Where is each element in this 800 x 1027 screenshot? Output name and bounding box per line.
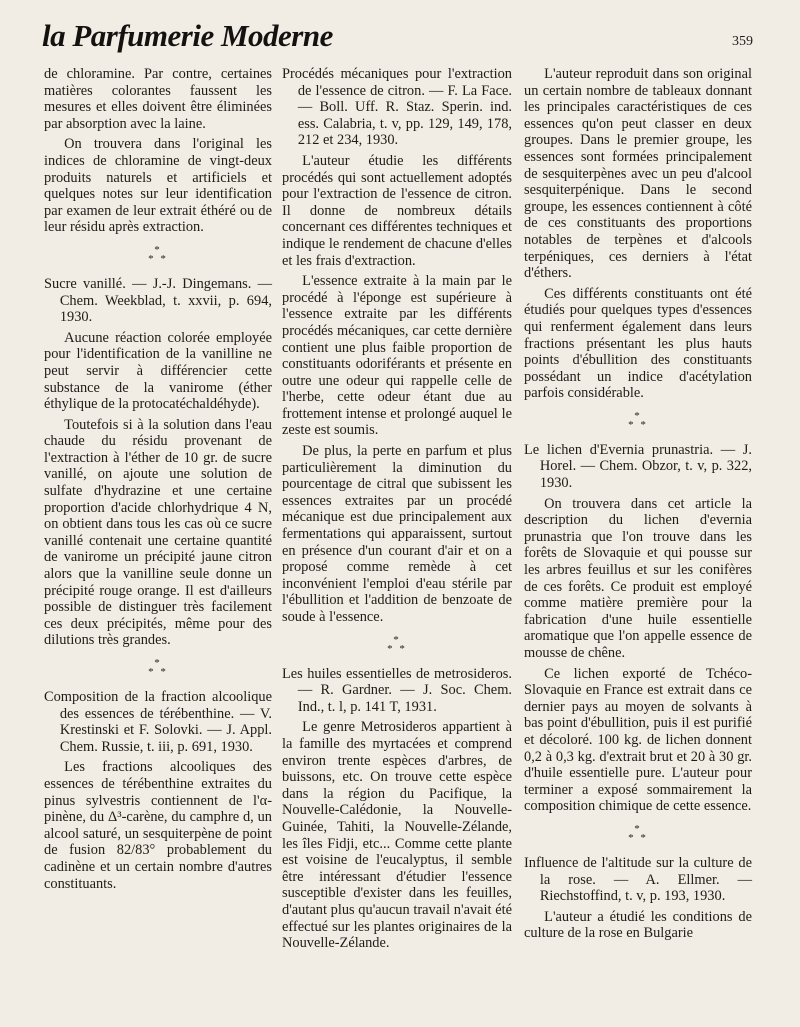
separator-stars: * *: [148, 666, 168, 678]
paragraph: Ces différents constituants ont été étudiés pour quelques types d'essences qui renferment également dans leurs fractions présentant les plus hauts points d'ébullition des constituants possédant un indice d'acétylation parfois considérable.: [524, 285, 752, 402]
article-heading: Le lichen d'Evernia prunastria. — J. Horel. — Chem. Obzor, t. v, p. 322, 1930.: [524, 441, 752, 492]
page-number: 359: [732, 34, 753, 49]
paragraph: On trouvera dans l'original les indices de chloramine de vingt-deux produits naturels et artificiels et quelques notes sur leur identification par examen de leur extrait éthéré ou de leur résidu après extraction.: [44, 136, 272, 236]
paragraph: Ce lichen exporté de Tchéco-Slovaquie en France est extrait dans ce dernier pays au moyen de solvants à bas point d'ébullition, puis il est purifié et décoloré. 100 kg. de lichen donnent 0,2 à 0,3 kg. d'extrait brut et 20 à 30 gr. d'huile essentielle pure. L'auteur pour terminer a exposé sommairement la composition chimique de cette essence.: [524, 665, 752, 815]
paragraph: Le genre Metrosideros appartient à la famille des myrtacées et comprend environ trente espèces d'arbres, de buissons, etc. On trouve cette espèce dans la région du Pacifique, la Nouvelle-Calédonie, la Nouvelle-Guinée, Tahiti, la Nouvelle-Zélande, les îles Fidji, etc... Comme cette plante est voisine de l'eucalyptus, il semble être intéressant d'étudier l'essence susceptible d'exister dans les feuilles, d'autant plus qu'aucun travail n'avait été effectué sur les plantes originaires de la Nouvelle-Zélande.: [282, 719, 512, 952]
section-separator: [524, 822, 752, 844]
paragraph: L'essence extraite à la main par le procédé à l'éponge est supérieure à l'essence extraite par les différents procédés mécaniques, car cette dernière contient une plus faible proportion de constituants odoriférants et présente en outre une odeur qui rappelle celle de l'herbe, cette odeur étant due au frottement intense et prolongé auquel le zeste est soumis.: [282, 273, 512, 439]
article-heading: Procédés mécaniques pour l'extraction de l'essence de citron. — F. La Face. — Boll. Uff. R. Staz. Sperin. ind. ess. Calabria, t. v, pp. 129, 149, 178, 212 et 234, 1930.: [282, 66, 512, 149]
column-left: [44, 66, 272, 892]
section-separator: [524, 409, 752, 431]
separator-star: *: [634, 822, 642, 835]
separator-star: *: [634, 409, 642, 422]
column-middle: [282, 66, 512, 952]
separator-stars: * *: [628, 831, 648, 844]
section-separator: [44, 659, 272, 677]
article-heading: Les huiles essentielles de metrosideros. — R. Gardner. — J. Soc. Chem. Ind., t. l, p. 141 T, 1931.: [282, 665, 512, 715]
paragraph: De plus, la perte en parfum et plus particulièrement la diminution du pourcentage de citral que subissent les essences extraites par un procédé mécanique est due principalement aux fermentations qui apparaissent, surtout en présence d'un courant d'air et on a proposé comme remède à cet inconvénient l'emploi d'eau stérile par l'ébullition et l'addition de benzoate de soude à l'essence.: [282, 443, 512, 625]
paragraph: Les fractions alcooliques des essences de térébenthine extraites du pinus sylvestris contiennent de l'α-pinène, du Δ³-carène, du camphre d, un alcool saturé, un sesquiterpène de point de fusion 82/83° probablement du cadinène et un certain nombre d'autres constituants.: [44, 759, 272, 892]
separator-stars: * *: [148, 252, 168, 265]
article-heading: Influence de l'altitude sur la culture de la rose. — A. Ellmer. — Riechstoffind, t. v, p. 193, 1930.: [524, 854, 752, 905]
paragraph: de chloramine. Par contre, certaines matières colorantes faussent les mesures et elles doivent être éliminées par absorption avec la laine.: [44, 66, 272, 132]
paragraph: L'auteur a étudié les conditions de culture de la rose en Bulgarie: [524, 908, 752, 942]
paragraph: Aucune réaction colorée employée pour l'identification de la vanilline ne peut servir à différencier cette substance de la vanirome (éther éthylique de la protocatéchaldéhyde).: [44, 329, 272, 413]
article-heading: Sucre vanillé. — J.-J. Dingemans. — Chem. Weekblad, t. xxvii, p. 694, 1930.: [44, 275, 272, 326]
section-separator: [44, 243, 272, 265]
separator-star: *: [154, 243, 162, 256]
separator-stars: * *: [628, 418, 648, 431]
column-right: [524, 66, 752, 942]
paragraph: On trouvera dans cet article la description du lichen d'evernia prunastria que l'on trouve dans les forêts de Slovaquie et qui pousse sur les arbres feuillus et sur les conifères de ces forêts. Ce produit est employé comme matière première pour la fabrication d'une huile essentielle aromatique que l'on appelle essence de mousse de chêne.: [524, 495, 752, 661]
article-heading: Composition de la fraction alcoolique des essences de térébenthine. — V. Krestinski et F. Solovki. — J. Appl. Chem. Russie, t. iii, p. 691, 1930.: [44, 689, 272, 755]
section-separator: [282, 633, 512, 655]
paragraph: L'auteur étudie les différents procédés qui sont actuellement adoptés pour l'extraction de l'essence de citron. Il donne de nombreux détails concernant ces différentes techniques et indique le rendement de chacune d'elles et les frais d'extraction.: [282, 152, 512, 269]
paragraph: L'auteur reproduit dans son original un certain nombre de tableaux donnant les principales caractéristiques de ces essences qu'on peut classer en deux groupes. Dans le premier groupe, les essences sont formées principalement de sesquiterpènes avec un peu d'alcool sesquiterpénique. Dans le second groupe, les essences contiennent à côté de ces constituants des proportions notables de terpènes et d'alcools terpéniques, ces derniers à l'état d'éthers.: [524, 66, 752, 282]
journal-masthead: la Parfumerie Moderne: [42, 18, 333, 53]
separator-star: *: [154, 657, 162, 669]
paragraph: Toutefois si à la solution dans l'eau chaude du résidu provenant de l'extraction à l'éther de 10 gr. de sucre vanillé, on ajoute une solution de sulfate d'hydrazine et une certaine proportion d'acide chlorhydrique 4 N, on obtient dans tous les cas où ce sucre vanillé contenait une certaine quantité de vanirome un précipité jaune citron alors que la vanilline seule donne un précipité rouge orange. Il est d'ailleurs possible de distinguer très facilement ces deux précipités, même pour des dilutions très grandes.: [44, 416, 272, 649]
separator-stars: * *: [387, 642, 407, 655]
separator-star: *: [393, 633, 401, 646]
